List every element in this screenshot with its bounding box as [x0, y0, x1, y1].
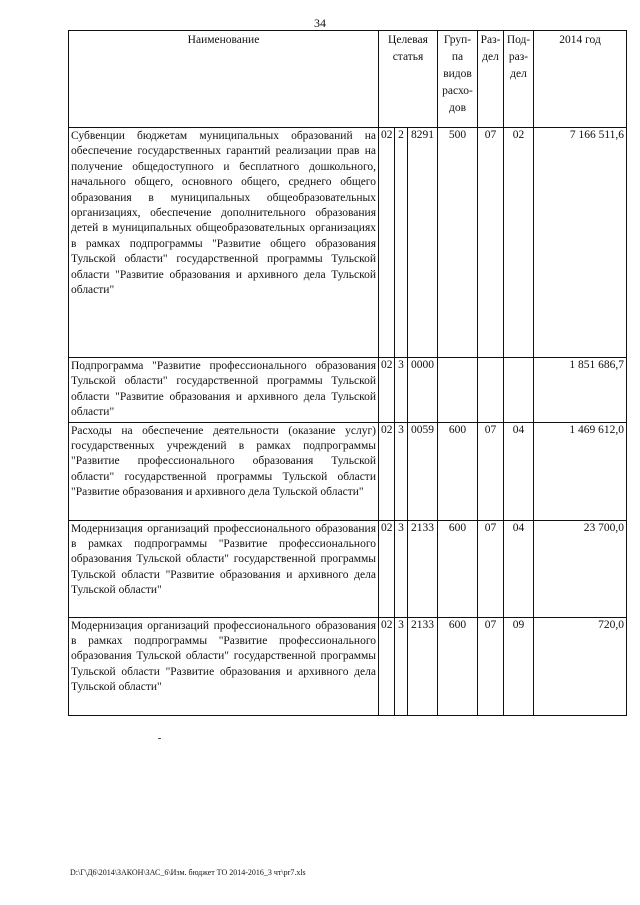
row-section: 07: [478, 128, 504, 358]
row-section: [478, 358, 504, 423]
row-group: 600: [438, 520, 478, 617]
row-code: 0000: [408, 358, 438, 423]
scan-artifact: [158, 738, 161, 739]
row-group: [438, 358, 478, 423]
table-row: [69, 617, 627, 715]
row-name: Модернизация организаций профессионального образования в рамках подпрограммы "Развитие профессионального образования Тульской области" государственной программы Тульской области "Развитие образования и архивного дела Тульской области": [69, 520, 379, 617]
row-amount: 7 166 511,6: [534, 128, 627, 358]
row-section: 07: [478, 422, 504, 520]
row-amount: 1 851 686,7: [534, 358, 627, 423]
table-row: [69, 358, 627, 423]
row-subprogram: 3: [395, 358, 408, 423]
header-row: [69, 31, 627, 128]
row-program: 02: [379, 520, 395, 617]
row-name: Расходы на обеспечение деятельности (оказание услуг) государственных учреждений в рамках подпрограммы "Развитие профессионального образования Тульской области" государственной программы Тульской области "Развитие образования и архивного дела Тульской области": [69, 422, 379, 520]
table-row: [69, 128, 627, 358]
row-subsection: 09: [504, 617, 534, 715]
header-expense-group: Груп-па видов расхо-дов: [438, 31, 478, 128]
row-name: Модернизация организаций профессионального образования в рамках подпрограммы "Развитие профессионального образования Тульской области" государственной программы Тульской области "Развитие образования и архивного дела Тульской области": [69, 617, 379, 715]
row-subsection: 04: [504, 422, 534, 520]
row-subprogram: 3: [395, 617, 408, 715]
row-subsection: [504, 358, 534, 423]
row-name: Подпрограмма "Развитие профессионального образования Тульской области" государственной программы Тульской области "Развитие образования и архивного дела Тульской области": [69, 358, 379, 423]
row-subsection: 02: [504, 128, 534, 358]
row-name: Субвенции бюджетам муниципальных образований на обеспечение государственных гарантий реализации прав на получение общедоступного и бесплатного дошкольного, начального общего, основного общего, среднего общего образования в муниципальных общеобразовательных организациях, обеспечение дополнительного образования детей в муниципальных общеобразовательных организациях в рамках подпрограммы "Развитие общего образования Тульской области" государственной программы Тульской области "Развитие образования и архивного дела Тульской области": [69, 128, 379, 358]
row-code: 2133: [408, 520, 438, 617]
row-group: 500: [438, 128, 478, 358]
row-subsection: 04: [504, 520, 534, 617]
row-group: 600: [438, 617, 478, 715]
budget-table: [68, 30, 627, 716]
row-code: 2133: [408, 617, 438, 715]
row-code: 8291: [408, 128, 438, 358]
row-program: 02: [379, 617, 395, 715]
row-program: 02: [379, 128, 395, 358]
row-program: 02: [379, 358, 395, 423]
row-section: 07: [478, 520, 504, 617]
header-name: Наименование: [69, 31, 379, 128]
header-year: 2014 год: [534, 31, 627, 128]
row-subprogram: 3: [395, 520, 408, 617]
row-subprogram: 3: [395, 422, 408, 520]
row-section: 07: [478, 617, 504, 715]
table-row: [69, 422, 627, 520]
header-subsection: Под-раз-дел: [504, 31, 534, 128]
row-code: 0059: [408, 422, 438, 520]
page-number: 34: [314, 16, 326, 30]
row-program: 02: [379, 422, 395, 520]
footer-file-path: D:\Г\Д6\2014\ЗАКОН\ЗАС_6\Изм. бюджет ТО 2014-2016_3 чт\pr7.xls: [70, 868, 306, 877]
row-amount: 23 700,0: [534, 520, 627, 617]
row-amount: 1 469 612,0: [534, 422, 627, 520]
row-amount: 720,0: [534, 617, 627, 715]
row-subprogram: 2: [395, 128, 408, 358]
row-group: 600: [438, 422, 478, 520]
table-row: [69, 520, 627, 617]
header-section: Раз-дел: [478, 31, 504, 128]
header-target-article: Целевая статья: [379, 31, 438, 128]
